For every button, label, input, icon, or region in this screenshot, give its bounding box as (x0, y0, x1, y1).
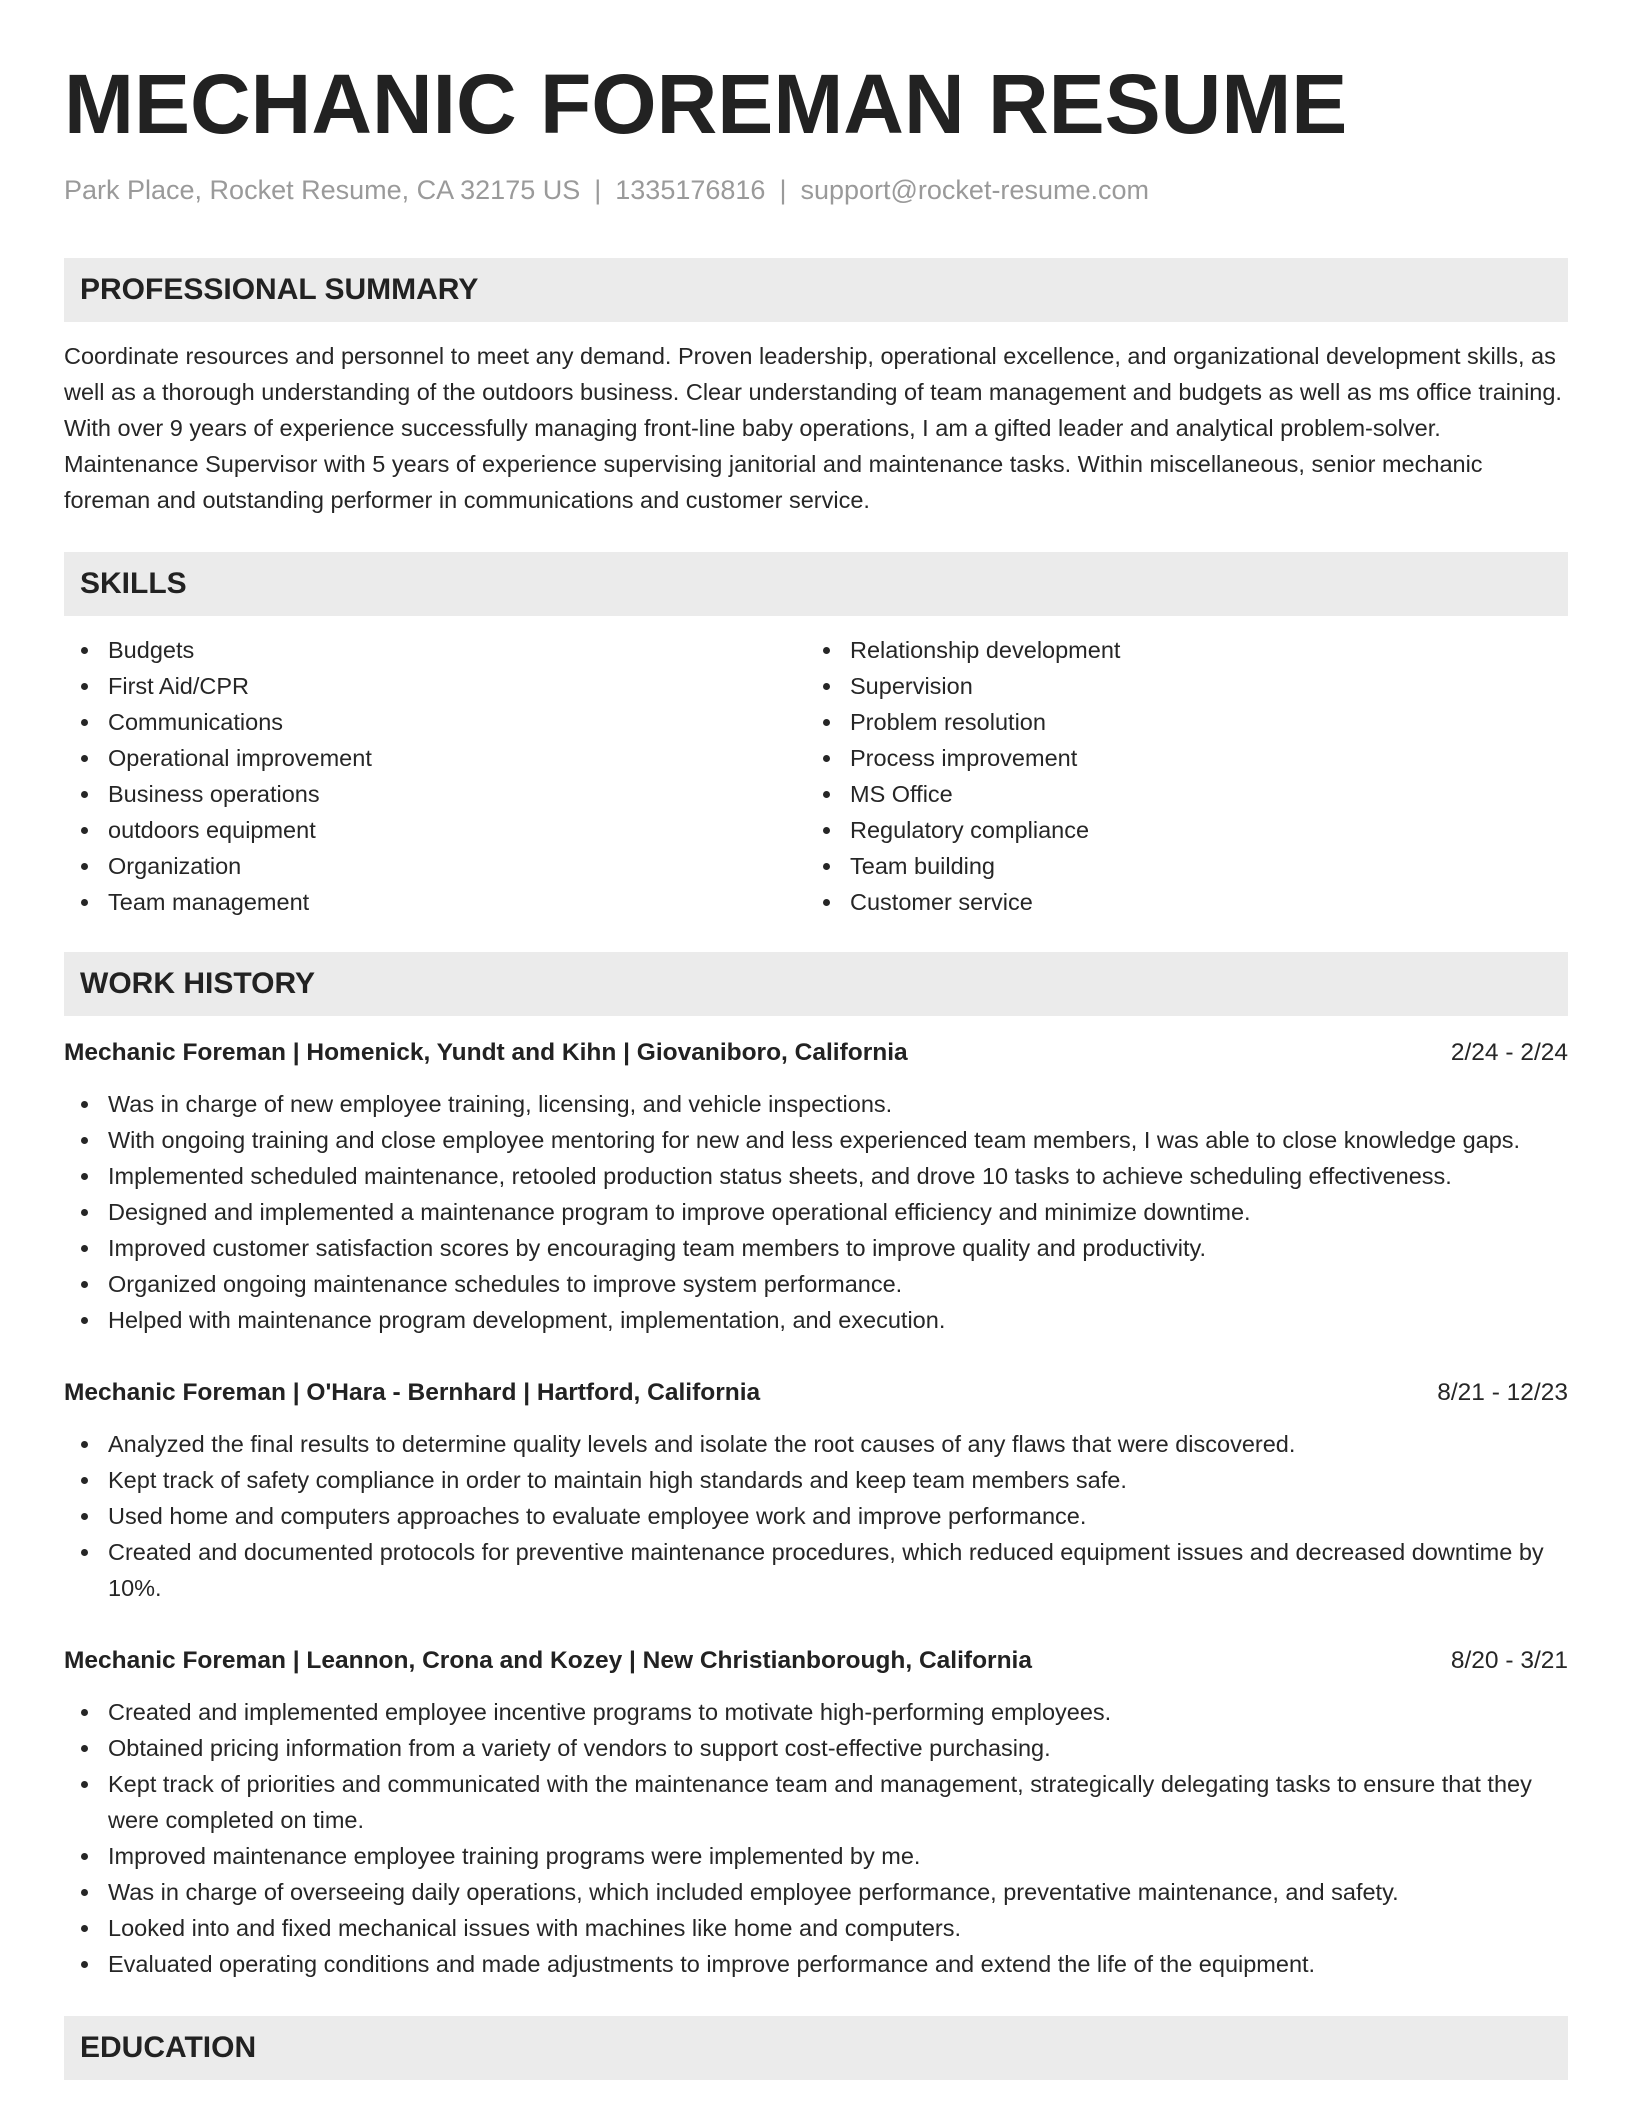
job-bullet: Organized ongoing maintenance schedules to improve system performance. (64, 1266, 1568, 1302)
job-entry (64, 1644, 1568, 1982)
skill-item: Business operations (64, 776, 806, 812)
job-bullet: Kept track of priorities and communicated with the maintenance team and management, strategically delegating tasks to ensure that they were completed on time. (64, 1766, 1568, 1838)
job-dates: 8/21 - 12/23 (1437, 1379, 1568, 1406)
job-dates: 8/20 - 3/21 (1450, 1647, 1568, 1674)
resume-title: MECHANIC FOREMAN RESUME (64, 57, 1348, 151)
job-bullets (64, 1694, 1568, 1982)
skill-item: Team building (806, 848, 1548, 884)
job-header (64, 1036, 1568, 1070)
skill-item: Organization (64, 848, 806, 884)
skills-column-left (64, 632, 806, 920)
skills-columns (64, 632, 1568, 920)
job-bullets (64, 1086, 1568, 1338)
job-bullet: Implemented scheduled maintenance, retooled production status sheets, and drove 10 tasks to achieve scheduling effectiveness. (64, 1158, 1568, 1194)
skill-item: First Aid/CPR (64, 668, 806, 704)
skill-item: Budgets (64, 632, 806, 668)
section-heading-summary: PROFESSIONAL SUMMARY (64, 258, 1568, 322)
skill-item: outdoors equipment (64, 812, 806, 848)
job-bullet: Improved customer satisfaction scores by encouraging team members to improve quality and productivity. (64, 1230, 1568, 1266)
section-heading-skills: SKILLS (64, 552, 1568, 616)
skill-item: Communications (64, 704, 806, 740)
section-heading-education: EDUCATION (64, 2016, 1568, 2080)
contact-separator: | (779, 175, 787, 205)
job-entry (64, 1036, 1568, 1338)
job-bullet: Was in charge of new employee training, licensing, and vehicle inspections. (64, 1086, 1568, 1122)
skill-item: Relationship development (806, 632, 1548, 668)
job-bullet: Improved maintenance employee training programs were implemented by me. (64, 1838, 1568, 1874)
job-bullet: Created and implemented employee incentive programs to motivate high-performing employees. (64, 1694, 1568, 1730)
skill-item: Problem resolution (806, 704, 1548, 740)
contact-address: Park Place, Rocket Resume, CA 32175 US (64, 175, 581, 205)
job-title: Mechanic Foreman | Leannon, Crona and Kozey | New Christianborough, California (64, 1647, 1032, 1674)
skill-item: Supervision (806, 668, 1548, 704)
job-header (64, 1644, 1568, 1678)
job-bullet: With ongoing training and close employee mentoring for new and less experienced team members, I was able to close knowledge gaps. (64, 1122, 1568, 1158)
job-title: Mechanic Foreman | Homenick, Yundt and Kihn | Giovaniboro, California (64, 1039, 908, 1066)
job-bullet: Designed and implemented a maintenance program to improve operational efficiency and minimize downtime. (64, 1194, 1568, 1230)
job-entry (64, 1376, 1568, 1606)
contact-phone: 1335176816 (615, 175, 766, 205)
job-bullet: Evaluated operating conditions and made adjustments to improve performance and extend the life of the equipment. (64, 1946, 1568, 1982)
skill-item: MS Office (806, 776, 1548, 812)
skill-item: Operational improvement (64, 740, 806, 776)
job-header (64, 1376, 1568, 1410)
job-dates: 2/24 - 2/24 (1450, 1039, 1568, 1066)
job-title: Mechanic Foreman | O'Hara - Bernhard | Hartford, California (64, 1379, 761, 1406)
summary-text: Coordinate resources and personnel to meet any demand. Proven leadership, operational excellence, and organizational development skills, as well as a thorough understanding of the outdoors business. Clear understanding of team management and budgets as well as ms office training. With over 9 years of experience successfully managing front-line baby operations, I am a gifted leader and analytical problem-solver. Maintenance Supervisor with 5 years of experience supervising janitorial and maintenance tasks. Within miscellaneous, senior mechanic foreman and outstanding performer in communications and customer service. (64, 343, 1562, 513)
job-bullet: Helped with maintenance program development, implementation, and execution. (64, 1302, 1568, 1338)
job-bullets (64, 1426, 1568, 1606)
job-bullet: Created and documented protocols for preventive maintenance procedures, which reduced equipment issues and decreased downtime by 10%. (64, 1534, 1568, 1606)
job-bullet: Used home and computers approaches to evaluate employee work and improve performance. (64, 1498, 1568, 1534)
contact-email: support@rocket-resume.com (800, 175, 1149, 205)
section-heading-work-history: WORK HISTORY (64, 952, 1568, 1016)
job-bullet: Looked into and fixed mechanical issues with machines like home and computers. (64, 1910, 1568, 1946)
job-bullet: Was in charge of overseeing daily operations, which included employee performance, preventative maintenance, and safety. (64, 1874, 1568, 1910)
job-bullet: Analyzed the final results to determine quality levels and isolate the root causes of any flaws that were discovered. (64, 1426, 1568, 1462)
skill-item: Process improvement (806, 740, 1548, 776)
skill-item: Team management (64, 884, 806, 920)
contact-separator: | (594, 175, 602, 205)
skill-item: Customer service (806, 884, 1548, 920)
job-bullet: Obtained pricing information from a variety of vendors to support cost-effective purchasing. (64, 1730, 1568, 1766)
contact-line (64, 174, 1568, 206)
job-bullet: Kept track of safety compliance in order to maintain high standards and keep team members safe. (64, 1462, 1568, 1498)
skills-column-right (806, 632, 1548, 920)
skill-item: Regulatory compliance (806, 812, 1548, 848)
